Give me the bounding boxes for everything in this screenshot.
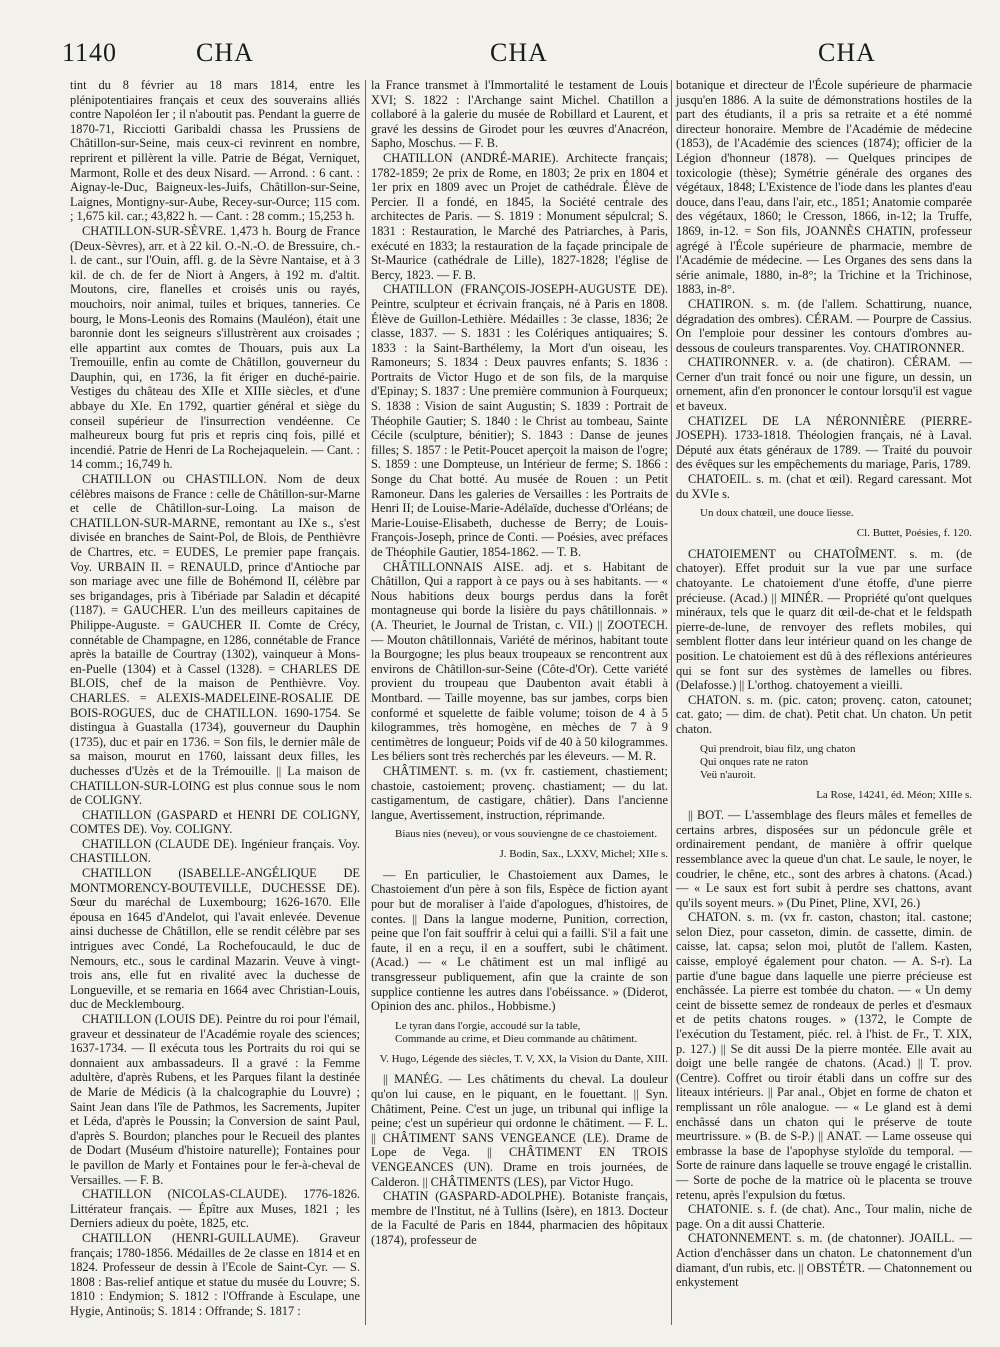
entry-paragraph: CHÂTIMENT. s. m. (vx fr. castiement, chastiement; chastoie, castoiement; provenç. chastiament; — du lat. castigamentum, de castigare, châtier). Dans l'ancienne langue, Avertissement, instruction, réprimande. — [371, 763, 668, 822]
column-rule — [671, 80, 672, 1325]
entry-paragraph: CHATILLON (HENRI-GUILLAUME). Graveur français; 1780-1856. Médailles de 2e classe en 1814 et en 1824. Professeur de dessin à l'Ecole de Saint-Cyr. — S. 1808 : Bas-relief antique et statue du musée du Louvre; S. 1810 : Endymion; S. 1812 : l'Offrande à Esculape, une Hygie, Antinoüs; S. 1814 : Offrande; S. 1817 : — [70, 1230, 360, 1318]
entry-paragraph: CHATILLON ou CHASTILLON. Nom de deux célèbres maisons de France : celle de Châtillon-sur-Marne et celle de Châtillon-sur-Loing. La maison de CHATILLON-SUR-MARNE, remontant au IXe s., s'est divisée en branches de Saint-Pol, de Blois, de Penthièvre de Chartres, etc. = EUDES, Le premier pape français. Voy. URBAIN II. = RENAULD, prince d'Antioche par son mariage avec une fille de Bohémond II, célèbre par ses brigandages, pris à Tibériade par Saladin et décapité (1187). = GAUCHER. L'un des meilleurs capitaines de Philippe-Auguste. = GAUCHER II. Comte de Crécy, connétable de Champagne, en 1286, connétable de France après la bataille de Courtray (1302), vainqueur à Mons-en-Puelle (1304) et à Cassel (1328). = CHARLES DE BLOIS, chef de la maison de Penthièvre. Voy. CHARLES. = ALEXIS-MADELEINE-ROSALIE DE BOIS-ROGUES, duc de CHATILLON. 1690-1754. Se distingua à Guastalla (1734), gouverneur du Dauphin (1735), duc et pair en 1736. = Son fils, le dernier mâle de sa maison, mourut en 1760, laissant deux filles, les duchesses d'Uzès et de la Trémouille. || La maison de CHATILLON-SUR-LOING est plus connue sous le nom de COLIGNY. — [70, 472, 360, 808]
entry-paragraph: CHATILLON (FRANÇOIS-JOSEPH-AUGUSTE DE). Peintre, sculpteur et écrivain français, né à Paris en 1808. Élève de Guillon-Lethière. Médailles : 3e classe, 1836; 2e classe, 1837. — S. 1831 : les Colériques antiquaires; S. 1833 : la Saint-Barthélemy, la Mort d'un oiseau, les Ramoneurs; S. 1834 : Deux pauvres enfants; S. 1836 : Portraits de Victor Hugo et de son fils, de la marquise d'Epinay; S. 1837 : Une première communion à Fourqueux; S. 1838 : Vision de saint Augustin; S. 1839 : Portrait de Théophile Gautier; S. 1840 : le Christ au tombeau, Sainte Cécile (sculpture, bénitier); S. 1843 : Danse de jeunes filles; S. 1857 : le Petit-Poucet aperçoit la maison de l'ogre; S. 1859 : une Dompteuse, un Intérieur de ferme; S. 1866 : Songe du Chat botté. Au musée de Rouen : un Petit Ramoneur. Dans les galeries de Versailles : les Portraits de Henri II; de Louise-Marie-Adélaïde, duchesse d'Orléans; de Marie-Louise-Elisabeth, duchesse de Berry; de Louis-François-Joseph, prince de Conti. — Poésies, avec préfaces de Théophile Gautier, 1854-1862. — T. B. — [371, 282, 668, 559]
entry-paragraph: — En particulier, le Chastoiement aux Dames, le Chastoiement d'un père à son fils, Espèce de fiction ayant pour but de moraliser à l'aide d'apologues, d'histoires, de contes. || Dans la langue moderne, Punition, correction, peine que l'on fait souffrir à celui qui a failli. S'il a fait une faute, il en a reçu, il en a souffert, subi le châtiment. (Acad.) — « Le châtiment est un mal infligé au transgresseur publiquement, afin que la crainte de son supplice contienne les autres dans l'obéissance. » (Diderot, Opinion des anc. philos., Hobbisme.) — [371, 867, 668, 1014]
quotation: Biaus nies (neveu), or vous souviengne de ce chastoiement. — [395, 828, 658, 841]
entry-paragraph: CHATILLON (GASPARD et HENRI DE COLIGNY, COMTES DE). Voy. COLIGNY. — [70, 807, 360, 837]
quotation-source: V. Hugo, Légende des siècles, T. V, XX, la Vision du Dante, XIII. — [379, 1052, 668, 1065]
quotation-source: J. Bodin, Sax., LXXV, Michel; XIIe s. — [499, 848, 668, 861]
entry-paragraph: || BOT. — L'assemblage des fleurs mâles et femelles de certains arbres, disposées sur un pédoncule grêle et ordinairement pendant, de manière à offrir quelque ressemblance avec la queue d'un chat. Le saule, le noyer, le coudrier, le chêne, etc., sont des arbres à chatons. (Acad.) — « Le saux est fort subit à perdre ses chattons, avant qu'ils soyent meurs. » (Du Pinet, Pline, XVI, 26.) — [676, 808, 972, 910]
entry-paragraph: CHATILLON (ISABELLE-ANGÉLIQUE DE MONTMORENCY-BOUTEVILLE, DUCHESSE DE). Sœur du maréchal de Luxembourg; 1626-1670. Elle épousa en 1645 d'Andelot, qui l'avait enlevée. Devenue ainsi duchesse de Châtillon, elle se rendit célèbre par ses intrigues avec Condé, La Rochefoucauld, le duc de Nemours, etc., sous le cardinal Mazarin. Veuve à vingt-trois ans, elle fut en rivalité avec la duchesse de Longueville, et se remaria en 1664 avec Christian-Louis, duc de Mecklembourg. — [70, 866, 360, 1012]
entry-paragraph: CHATONIE. s. f. (de chat). Anc., Tour malin, niche de page. On a dit aussi Chatterie. — [676, 1202, 972, 1231]
column-right — [676, 78, 972, 1290]
quotation-line: Veü n'auroit. — [700, 768, 756, 781]
running-head-right: CHA — [818, 38, 876, 67]
entry-paragraph: CHATIN (GASPARD-ADOLPHE). Botaniste français, membre de l'Institut, né à Tullins (Isère), en 1813. Docteur de la Faculté de Paris en 1844, pharmacien des hôpitaux (1874), professeur de — [371, 1189, 668, 1247]
quotation-line: Le tyran dans l'orgie, accoudé sur la table, — [395, 1019, 581, 1032]
entry-paragraph: CHATOEIL. s. m. (chat et œil). Regard caressant. Mot du XVIe s. — [676, 472, 972, 501]
entry-paragraph: CHATILLON-SUR-SÈVRE. 1,473 h. Bourg de France (Deux-Sèvres), arr. et à 22 kil. O.-N.-O. de Bressuire, ch.-l. de cant., sur l'Ouin, affl. g. de la Sèvre Nantaise, et à 3 kil. de ch. de fer de Niort à Angers, à 192 m. d'altit. Moutons, cire, flanelles et croisés unis ou rayés, mouchoirs, noir animal, tuiles et briques, tanneries. Ce bourg, le Mons-Leonis des Romains (Mauléon), était une baronnie dont les seigneurs s'illustrèrent aux croisades ; elle appartint aux comtes de Thouars, puis aux La Tremouille, enfin au comte de Châtillon, gouverneur du Dauphin, qui, en 1736, la fit ériger en duché-pairie. Vestiges du château des XIIe et XIIIe siècles, et d'une abbaye du XIe. En 1792, quartier général et siège du conseil supérieur de l'insurrection vendéenne. Ce malheureux bourg fut pris et repris cinq fois, pillé et incendié. Patrie de Henri de La Rochejaquelein. — Cant. : 14 comm.; 16,749 h. — [70, 223, 360, 472]
entry-paragraph: botanique et directeur de l'École supérieure de pharmacie jusqu'en 1886. A la suite de démonstrations hostiles de la part des étudiants, il a pris sa retraite et a été nommé directeur honoraire. Membre de l'Académie de médecine (1853), de l'Académie des sciences (1874); officier de la Légion d'honneur (1878). — Quelques principes de toxicologie (thèse); Symétrie générale des organes des végétaux, 1848; L'Existence de l'iode dans les plantes d'eau douce, dans l'eau, dans l'air, etc., 1851; Anatomie comparée des végétaux, 1860; le Cresson, 1866, in-12; la Truffe, 1869, in-12. = Son fils, JOANNÈS CHATIN, professeur agrégé à l'École supérieure de pharmacie, membre de l'Académie de médecine. — Les Organes des sens dans la série animale, 1880, in-8°; la Trichine et la Trichinose, 1883, in-8°. — [676, 78, 972, 297]
entry-paragraph: la France transmet à l'Immortalité le testament de Louis XVI; S. 1822 : l'Archange saint Michel. Chatillon a collaboré à la galerie du musée de Robillard et Laurent, et gravé les dessins de Girodet pour les œuvres d'Anacréon, Sapho, Moschus. — F. B. — [371, 78, 668, 151]
column-left — [70, 78, 360, 1318]
entry-paragraph: tint du 8 février au 18 mars 1814, entre les plénipotentiaires français et ceux des souverains alliés contre Napoléon Ier ; il n'aboutit pas. Pendant la guerre de 1870-71, Ricciotti Garibaldi chassa les Prussiens de Châtillon-sur-Seine, mais ceux-ci revinrent en nombre, reprirent et pillèrent la ville. Patrie de Bégat, Verniquet, Marmont, Rolle et des deux Nisard. — Arrond. : 6 cant. : Aignay-le-Duc, Baigneux-les-Juifs, Châtillon-sur-Seine, Laignes, Montigny-sur-Aube, Recey-sur-Ource; 115 com. ; 1,675 kil. car.; 43,822 h. — Cant. : 28 comm.; 15,253 h. — [70, 78, 360, 224]
entry-paragraph: CHATILLON (NICOLAS-CLAUDE). 1776-1826. Littérateur français. — Épître aux Muses, 1821 ; les Derniers adieux du poète, 1825, etc. — [70, 1187, 360, 1231]
entry-paragraph: CHATONNEMENT. s. m. (de chatonner). JOAILL. — Action d'enchâsser dans un chaton. Le chatonnement d'un diamant, d'un rubis, etc. || OBSTÉTR. — Chatonnement ou enkystement — [676, 1231, 972, 1290]
entry-paragraph: CHATIRON. s. m. (de l'allem. Schattirung, nuance, dégradation des ombres). CÉRAM. — Pourpre de Cassius. On l'emploie pour dessiner les contours d'ombres au-dessous de couleurs transparentes. Voy. CHATIRONNER. — [676, 296, 972, 355]
entry-paragraph: CHATIZEL DE LA NÉRONNIÈRE (PIERRE-JOSEPH). 1733-1818. Théologien français, né à Laval. Député aux états généraux de 1789. — Traité du pouvoir des évêques sur les empêchements du mariage, Paris, 1789. — [676, 413, 972, 472]
quotation: Un doux chatœil, une douce liesse. — [700, 507, 854, 520]
column-rule — [365, 80, 366, 1325]
quotation-source: Cl. Buttet, Poésies, f. 120. — [856, 527, 972, 540]
quotation-line: Qui onques rate ne raton — [700, 755, 809, 768]
entry-paragraph: CHATON. s. m. (vx fr. caston, chaston; ital. castone; selon Diez, pour casseton, dimin. de cassette, dimin. de caisse, lat. capsa; selon moi, plutôt de l'allem. Kasten, caisse, employé également pour chaton. — A. S-r). La partie d'une bague dans laquelle une pierre précieuse est enchâssée. La pierre est tombée du chaton. — « Un demy ceint de bissette semez de rondeaux de perles et d'esmaux et de petits chatons rouges. » (1372, le Compte de l'exécution du Testament, piéc. rel. à l'hist. de Fr., T. XIX, p. 127.) || Se dit aussi De la pierre montée. Elle avait au doigt une belle rangée de chatons. (Acad.) || T. prov. (Centre). Coffret ou tiroir établi dans un coffre sur des liteaux intérieurs. || Par anal., Objet en forme de chaton et remplissant un rôle analogue. — « Le gland est à demi enchâssé dans un chaton qui le préserve de toute meurtrissure. » (B. de S-P.) || ANAT. — Lame osseuse qui embrasse la base de l'apophyse styloïde du temporal. — Sorte de rainure dans laquelle se trouve engagé le cristallin. — Sorte de poche de la matrice où le placenta se trouve retenu, après l'expulsion du fœtus. — [676, 910, 972, 1202]
entry-paragraph: CHATILLON (ANDRÉ-MARIE). Architecte français; 1782-1859; 2e prix de Rome, en 1803; 2e prix en 1804 et 1er prix en 1809 avec un Projet de cathédrale. Élève de Percier. Il a fondé, en 1845, la Société centrale des architectes de Paris. — S. 1819 : Monument sépulcral; S. 1831 : Restauration, le Marché des Patriarches, à Paris, exécuté en 1833; la restauration de la façade principale de St-Maurice (cathédrale de Lille), 1827-1828; l'église de Bercy, 1823. — F. B. — [371, 150, 668, 282]
running-head-center: CHA — [490, 38, 548, 67]
column-middle — [371, 78, 668, 1248]
quotation-source: La Rose, 14241, éd. Méon; XIIIe s. — [816, 788, 972, 801]
entry-paragraph: CHATIRONNER. v. a. (de chatiron). CÉRAM. — Cerner d'un trait foncé ou noir une figure, un dessin, un ornement, afin d'en prononcer le contour lorsqu'il est vague et baveux. — [676, 355, 972, 414]
entry-paragraph: CHATILLON (LOUIS DE). Peintre du roi pour l'émail, graveur et dessinateur de l'Académie royale des sciences; 1637-1734. — Il exécuta tous les Portraits du roi qui se donnaient aux ambassadeurs. Il a gravé : la Femme adultère, d'après Rubens, et les Parques filant la destinée de Marie de Médicis (à la chalcographie du Louvre) ; Saint Jean dans l'île de Pathmos, les Sacrements, Jupiter et Léda, d'après le Poussin; la Conversion de saint Paul, d'après S. Bourdon; planches pour le Recueil des plantes de Dodart (Muséum d'histoire naturelle); Fontaines pour le pavillon de Marly et Fontaines pour le fer-à-cheval de Versailles. — F. B. — [70, 1012, 360, 1187]
entry-paragraph: CHÂTILLONNAIS AISE. adj. et s. Habitant de Châtillon, Qui a rapport à ce pays ou à ses habitants. — « Nous habitions deux bourgs perdus dans la forêt montagneuse qui borde la lisière du pays châtillonnais. » (A. Theuriet, le Journal de Tristan, c. VII.) || ZOOTECH. — Mouton châtillonnais, Variété de mérinos, habitant toute la Bourgogne; les plus beaux troupeaux se rencontrent aux environs de Châtillon-sur-Seine (Côte-d'Or). Cette variété provient du troupeau que Daubenton avait établi à Montbard. — Taille moyenne, bas sur jambes, corps bien conformé et squelette de faible volume; toison de 4 à 5 kilogrammes, très homogène, en mèches de 7 à 9 centimètres de longueur; Poids vif de 40 à 50 kilogrammes. Les béliers sont très recherchés par les éleveurs. — M. R. — [371, 559, 668, 764]
entry-paragraph: || MANÉG. — Les châtiments du cheval. La douleur qu'on lui cause, en le piquant, en le fouettant. || Syn. Châtiment, Peine. C'est un juge, un tribunal qui inflige la peine; c'est un supérieur qui ordonne le châtiment. — F. L. || CHÂTIMENT SANS VENGEANCE (LE). Drame de Lope de Vega. || CHÂTIMENT EN TROIS VENGEANCES (UN). Drame en trois journées, de Calderon. || CHÂTIMENTS (LES), par Victor Hugo. — [371, 1072, 668, 1189]
page-number: 1140 — [62, 38, 118, 67]
entry-paragraph: CHATON. s. m. (pic. caton; provenç. caton, catounet; cat. gato; — dim. de chat). Petit chat. Un chaton. Un petit chaton. — [676, 692, 972, 736]
entry-paragraph: CHATOIEMENT ou CHATOÎMENT. s. m. (de chatoyer). Effet produit sur la vue par une surface chatoyante. Le chatoiement d'une étoffe, d'une pierre précieuse. (Acad.) || MINÉR. — Propriété qu'ont quelques minéraux, tels que le quarz dit œil-de-chat et le feldspath pierre-de-lune, de renvoyer des reflets mobiles, qui semblent flotter dans leur intérieur quand on les change de position. Le chatoiement est dû à des réflexions antérieures qui se font sur des systèmes de lamelles ou fibres. (Delafosse.) || L'orthog. chatoyement a vieilli. — [676, 546, 972, 693]
quotation-line: Commande au crime, et Dieu commande au châtiment. — [395, 1032, 638, 1045]
entry-paragraph: CHATILLON (CLAUDE DE). Ingénieur français. Voy. CHASTILLON. — [70, 836, 360, 866]
quotation-line: Qui prendroit, biau filz, ung chaton — [700, 742, 856, 755]
running-head-left: CHA — [196, 38, 254, 67]
